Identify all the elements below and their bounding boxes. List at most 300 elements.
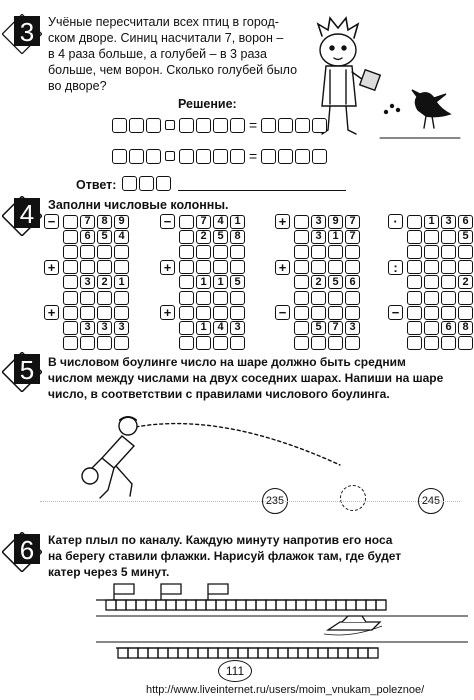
answer-cell[interactable]	[261, 118, 276, 133]
empty-digit-cell[interactable]	[213, 260, 228, 274]
empty-digit-cell[interactable]	[114, 260, 129, 274]
empty-digit-cell[interactable]	[441, 260, 456, 274]
column-row	[388, 214, 474, 229]
empty-digit-cell[interactable]	[80, 291, 95, 305]
empty-digit-cell[interactable]	[328, 306, 343, 320]
task-6-number: 6	[19, 535, 35, 565]
operator-sign: :	[388, 260, 403, 275]
column-row	[44, 336, 131, 351]
bank-cell	[146, 600, 156, 610]
empty-digit-cell[interactable]	[424, 260, 439, 274]
task-5-line: В числовом боулинге число на шаре должно быть средним	[48, 355, 406, 369]
task-6-line: на берегу ставили флажки. Нарисуй флажок там, где будет	[48, 549, 402, 563]
answer-cell[interactable]	[230, 118, 245, 133]
column-row	[160, 244, 247, 259]
task-3-line: в 4 раза больше, а голубей – в 3 раза	[48, 47, 267, 61]
digit-cell: 6	[441, 321, 456, 335]
bank-cell	[186, 600, 196, 610]
operator-spacer	[388, 320, 403, 335]
bank-cell	[336, 600, 346, 610]
bank-cell	[196, 600, 206, 610]
empty-digit-cell[interactable]	[80, 336, 95, 350]
digit-cell: 3	[311, 215, 326, 229]
operator-sign: −	[160, 214, 175, 229]
digit-cell: 8	[458, 321, 473, 335]
answer-cell[interactable]	[129, 118, 144, 133]
empty-digit-cell[interactable]	[407, 291, 422, 305]
digit-cell: 8	[97, 215, 112, 229]
number-column	[388, 214, 474, 351]
operator-sign: +	[275, 214, 290, 229]
answer-cell[interactable]	[146, 118, 161, 133]
empty-digit-cell[interactable]	[407, 215, 422, 229]
operator-sign: +	[44, 260, 59, 275]
empty-digit-cell[interactable]	[345, 306, 360, 320]
answer-cell[interactable]	[312, 118, 327, 133]
empty-digit-cell[interactable]	[294, 336, 309, 350]
empty-digit-cell[interactable]	[328, 260, 343, 274]
column-row	[160, 320, 247, 335]
answer-cell[interactable]	[196, 118, 211, 133]
digit-cell: 4	[114, 230, 129, 244]
bank-cell	[188, 648, 198, 658]
answer-cell[interactable]	[139, 176, 154, 191]
bank-cell	[118, 648, 128, 658]
empty-digit-cell[interactable]	[97, 336, 112, 350]
column-row	[44, 214, 131, 229]
digit-cell: 1	[213, 275, 228, 289]
digit-cell: 3	[114, 321, 129, 335]
empty-digit-cell[interactable]	[179, 291, 194, 305]
answer-cell[interactable]	[196, 149, 211, 164]
column-row	[388, 290, 474, 305]
empty-digit-cell[interactable]	[345, 260, 360, 274]
bank-cell	[228, 648, 238, 658]
digit-cell: 2	[458, 275, 473, 289]
bank-cell	[158, 648, 168, 658]
operator-spacer	[44, 229, 59, 244]
empty-digit-cell[interactable]	[179, 321, 194, 335]
empty-digit-cell[interactable]	[407, 336, 422, 350]
bank-cell	[246, 600, 256, 610]
answer-cell[interactable]	[122, 176, 137, 191]
operator-spacer	[388, 290, 403, 305]
empty-digit-cell[interactable]	[328, 291, 343, 305]
digit-cell: 1	[196, 275, 211, 289]
empty-digit-cell[interactable]	[63, 230, 78, 244]
task-6-line: катер через 5 минут.	[48, 565, 170, 579]
answer-cell[interactable]	[230, 149, 245, 164]
digit-cell: 6	[80, 230, 95, 244]
empty-digit-cell[interactable]	[213, 245, 228, 259]
empty-digit-cell[interactable]	[294, 306, 309, 320]
operator-spacer	[44, 290, 59, 305]
answer-cell[interactable]	[295, 118, 310, 133]
bank-cell	[156, 600, 166, 610]
task-3-number-badge	[2, 14, 42, 54]
empty-digit-cell[interactable]	[114, 245, 129, 259]
empty-digit-cell[interactable]	[196, 306, 211, 320]
operator-spacer	[44, 336, 59, 351]
column-row	[388, 336, 474, 351]
empty-digit-cell[interactable]	[407, 275, 422, 289]
digit-cell: 5	[458, 230, 473, 244]
operator-sign: −	[44, 214, 59, 229]
empty-digit-cell[interactable]	[407, 321, 422, 335]
empty-digit-cell[interactable]	[328, 336, 343, 350]
bank-cell	[268, 648, 278, 658]
answer-cell[interactable]	[295, 149, 310, 164]
operator-spacer	[275, 244, 290, 259]
bank-cell	[306, 600, 316, 610]
empty-digit-cell[interactable]	[345, 245, 360, 259]
empty-digit-cell[interactable]	[441, 245, 456, 259]
empty-digit-cell[interactable]	[407, 260, 422, 274]
answer-cell[interactable]	[179, 118, 194, 133]
task-5-line: число, в соответствии с правилами числового боулинга.	[48, 387, 390, 401]
digit-cell: 1	[230, 215, 245, 229]
operator-spacer	[160, 336, 175, 351]
empty-digit-cell[interactable]	[458, 306, 473, 320]
empty-digit-cell[interactable]	[407, 230, 422, 244]
empty-digit-cell[interactable]	[80, 245, 95, 259]
bank-cell	[208, 648, 218, 658]
digit-cell: 3	[80, 275, 95, 289]
empty-digit-cell[interactable]	[97, 260, 112, 274]
column-row	[388, 275, 474, 290]
column-row	[44, 229, 131, 244]
empty-digit-cell[interactable]	[63, 260, 78, 274]
empty-digit-cell[interactable]	[63, 215, 78, 229]
bank-cell	[328, 648, 338, 658]
bank-cell	[216, 600, 226, 610]
task-3-line: Учёные пересчитали всех птиц в город-	[48, 15, 279, 29]
digit-cell: 7	[345, 230, 360, 244]
solution-row-2[interactable]	[112, 148, 329, 164]
empty-digit-cell[interactable]	[114, 291, 129, 305]
bank-cell	[308, 648, 318, 658]
answer-cell[interactable]	[112, 118, 127, 133]
bowling-boy-illustration	[60, 410, 360, 505]
empty-digit-cell[interactable]	[458, 260, 473, 274]
empty-digit-cell[interactable]	[458, 336, 473, 350]
digit-cell: 5	[328, 275, 343, 289]
task-3-line: больше, чем ворон. Сколько голубей было	[48, 63, 298, 77]
column-row	[275, 320, 362, 335]
empty-digit-cell[interactable]	[213, 291, 228, 305]
answer-cell[interactable]	[278, 149, 293, 164]
digit-cell: 7	[80, 215, 95, 229]
column-row	[160, 260, 247, 275]
operator-sign: +	[160, 260, 175, 275]
operator-sign: −	[388, 305, 403, 320]
bank-cell	[276, 600, 286, 610]
operator-box[interactable]	[165, 151, 175, 161]
digit-cell: 3	[441, 215, 456, 229]
operator-sign: +	[44, 305, 59, 320]
empty-digit-cell[interactable]	[424, 321, 439, 335]
column-row	[388, 305, 474, 320]
operator-spacer	[160, 275, 175, 290]
empty-digit-cell[interactable]	[196, 245, 211, 259]
empty-digit-cell[interactable]	[63, 321, 78, 335]
bank-cell	[256, 600, 266, 610]
number-column	[160, 214, 247, 351]
empty-digit-cell[interactable]	[230, 306, 245, 320]
bank-cell	[358, 648, 368, 658]
empty-digit-cell[interactable]	[80, 306, 95, 320]
operator-sign: ·	[388, 214, 403, 229]
bowling-ball-missing[interactable]	[340, 485, 366, 511]
empty-digit-cell[interactable]	[311, 245, 326, 259]
empty-digit-cell[interactable]	[311, 306, 326, 320]
column-row	[160, 229, 247, 244]
empty-digit-cell[interactable]	[441, 230, 456, 244]
answer-cell[interactable]	[156, 176, 171, 191]
empty-digit-cell[interactable]	[230, 260, 245, 274]
bank-cell	[128, 648, 138, 658]
operator-spacer	[44, 320, 59, 335]
empty-digit-cell[interactable]	[114, 336, 129, 350]
task-5-line: числом между числами на двух соседних шарах. Напиши на шаре	[48, 371, 444, 385]
empty-digit-cell[interactable]	[97, 306, 112, 320]
bank-cell	[116, 600, 126, 610]
column-row	[44, 320, 131, 335]
answer-cell[interactable]	[129, 149, 144, 164]
bank-cell	[366, 600, 376, 610]
bank-cell	[356, 600, 366, 610]
task-4-number-badge	[2, 196, 42, 236]
empty-digit-cell[interactable]	[311, 336, 326, 350]
answer-cell[interactable]	[146, 149, 161, 164]
empty-digit-cell[interactable]	[424, 291, 439, 305]
answer-cell[interactable]	[112, 149, 127, 164]
digit-cell: 2	[311, 275, 326, 289]
digit-cell: 4	[213, 215, 228, 229]
digit-cell: 1	[114, 275, 129, 289]
digit-cell: 7	[345, 215, 360, 229]
empty-digit-cell[interactable]	[63, 245, 78, 259]
bank-cell	[338, 648, 348, 658]
answer-cell[interactable]	[261, 149, 276, 164]
empty-digit-cell[interactable]	[179, 215, 194, 229]
answer-label: Ответ:	[76, 178, 117, 192]
operator-spacer	[44, 275, 59, 290]
solution-row-1[interactable]	[112, 117, 329, 133]
empty-digit-cell[interactable]	[294, 291, 309, 305]
answer-line[interactable]	[178, 190, 346, 191]
equals-sign: =	[249, 117, 258, 133]
digit-cell: 3	[80, 321, 95, 335]
empty-digit-cell[interactable]	[213, 336, 228, 350]
empty-digit-cell[interactable]	[80, 260, 95, 274]
empty-digit-cell[interactable]	[294, 275, 309, 289]
answer-cell[interactable]	[213, 118, 228, 133]
equals-sign: =	[249, 148, 258, 164]
empty-digit-cell[interactable]	[345, 336, 360, 350]
bowling-ball-right: 245	[418, 488, 444, 514]
bank-cell	[136, 600, 146, 610]
column-row	[275, 214, 362, 229]
empty-digit-cell[interactable]	[328, 245, 343, 259]
bank-cell	[318, 648, 328, 658]
task-3-line: ском дворе. Синиц насчитали 7, ворон –	[48, 31, 284, 45]
answer-cell[interactable]	[213, 149, 228, 164]
digit-cell: 7	[196, 215, 211, 229]
empty-digit-cell[interactable]	[294, 245, 309, 259]
bank-cell	[178, 648, 188, 658]
answer-cell[interactable]	[179, 149, 194, 164]
empty-digit-cell[interactable]	[179, 306, 194, 320]
task-5-number-badge	[2, 352, 42, 392]
digit-cell: 1	[424, 215, 439, 229]
operator-sign: +	[160, 305, 175, 320]
digit-cell: 8	[230, 230, 245, 244]
task-5-number: 5	[19, 355, 35, 385]
empty-digit-cell[interactable]	[196, 260, 211, 274]
task-4-title: Заполни числовые колонны.	[48, 198, 229, 212]
operator-spacer	[388, 229, 403, 244]
column-row	[275, 244, 362, 259]
bank-cell	[278, 648, 288, 658]
digit-cell: 5	[97, 230, 112, 244]
operator-spacer	[275, 275, 290, 290]
digit-cell: 3	[311, 230, 326, 244]
empty-digit-cell[interactable]	[294, 215, 309, 229]
empty-digit-cell[interactable]	[407, 245, 422, 259]
digit-cell: 7	[328, 321, 343, 335]
empty-digit-cell[interactable]	[230, 291, 245, 305]
bank-cell	[266, 600, 276, 610]
empty-digit-cell[interactable]	[458, 291, 473, 305]
bowling-ball-left: 235	[262, 488, 288, 514]
task-3-number: 3	[19, 17, 35, 47]
empty-digit-cell[interactable]	[179, 245, 194, 259]
column-row	[388, 320, 474, 335]
task-3-line: во дворе?	[48, 79, 107, 93]
operator-sign: −	[275, 305, 290, 320]
empty-digit-cell[interactable]	[441, 275, 456, 289]
bank-cell	[166, 600, 176, 610]
digit-cell: 5	[230, 275, 245, 289]
digit-cell: 6	[458, 215, 473, 229]
canal-illustration[interactable]	[96, 580, 468, 660]
empty-digit-cell[interactable]	[179, 275, 194, 289]
operator-spacer	[275, 229, 290, 244]
solution-label: Решение:	[178, 97, 237, 111]
bank-cell	[238, 648, 248, 658]
digit-cell: 1	[328, 230, 343, 244]
number-column	[275, 214, 362, 351]
column-row	[275, 305, 362, 320]
digit-cell: 3	[230, 321, 245, 335]
column-row	[44, 244, 131, 259]
operator-spacer	[275, 290, 290, 305]
empty-digit-cell[interactable]	[345, 291, 360, 305]
empty-digit-cell[interactable]	[407, 306, 422, 320]
empty-digit-cell[interactable]	[311, 291, 326, 305]
empty-digit-cell[interactable]	[230, 336, 245, 350]
empty-digit-cell[interactable]	[441, 336, 456, 350]
bank-cell	[236, 600, 246, 610]
column-row	[388, 229, 474, 244]
answer-cell[interactable]	[278, 118, 293, 133]
empty-digit-cell[interactable]	[424, 306, 439, 320]
empty-digit-cell[interactable]	[458, 245, 473, 259]
operator-spacer	[388, 275, 403, 290]
empty-digit-cell[interactable]	[441, 306, 456, 320]
column-row	[160, 214, 247, 229]
empty-digit-cell[interactable]	[63, 306, 78, 320]
operator-sign: +	[275, 260, 290, 275]
empty-digit-cell[interactable]	[294, 230, 309, 244]
operator-spacer	[388, 244, 403, 259]
empty-digit-cell[interactable]	[179, 336, 194, 350]
column-row	[160, 305, 247, 320]
empty-digit-cell[interactable]	[63, 336, 78, 350]
empty-digit-cell[interactable]	[97, 291, 112, 305]
column-row	[275, 229, 362, 244]
bank-cell	[316, 600, 326, 610]
empty-digit-cell[interactable]	[441, 291, 456, 305]
column-row	[160, 290, 247, 305]
column-row	[275, 260, 362, 275]
empty-digit-cell[interactable]	[97, 245, 112, 259]
column-row	[275, 275, 362, 290]
bank-cell	[168, 648, 178, 658]
digit-cell: 9	[114, 215, 129, 229]
task-3-text	[48, 14, 297, 94]
empty-digit-cell[interactable]	[424, 275, 439, 289]
empty-digit-cell[interactable]	[196, 336, 211, 350]
bank-cell	[296, 600, 306, 610]
empty-digit-cell[interactable]	[230, 245, 245, 259]
number-column	[44, 214, 131, 351]
empty-digit-cell[interactable]	[213, 306, 228, 320]
digit-cell: 5	[213, 230, 228, 244]
empty-digit-cell[interactable]	[424, 245, 439, 259]
column-row	[44, 275, 131, 290]
operator-box[interactable]	[165, 120, 175, 130]
digit-cell: 3	[345, 321, 360, 335]
empty-digit-cell[interactable]	[196, 291, 211, 305]
bank-cell	[368, 648, 378, 658]
empty-digit-cell[interactable]	[63, 291, 78, 305]
empty-digit-cell[interactable]	[179, 230, 194, 244]
empty-digit-cell[interactable]	[179, 260, 194, 274]
empty-digit-cell[interactable]	[311, 260, 326, 274]
empty-digit-cell[interactable]	[63, 275, 78, 289]
footer-url[interactable]: http://www.liveinternet.ru/users/moim_vnukam_poleznoe/	[146, 684, 425, 696]
answer-cell[interactable]	[312, 149, 327, 164]
operator-spacer	[160, 290, 175, 305]
empty-digit-cell[interactable]	[114, 306, 129, 320]
operator-spacer	[44, 244, 59, 259]
bank-cell	[298, 648, 308, 658]
operator-spacer	[160, 320, 175, 335]
operator-spacer	[160, 244, 175, 259]
bank-cell	[286, 600, 296, 610]
operator-spacer	[275, 336, 290, 351]
empty-digit-cell[interactable]	[424, 336, 439, 350]
empty-digit-cell[interactable]	[294, 321, 309, 335]
empty-digit-cell[interactable]	[424, 230, 439, 244]
bank-cell	[326, 600, 336, 610]
empty-digit-cell[interactable]	[294, 260, 309, 274]
answer-cells[interactable]	[122, 176, 173, 191]
digit-cell: 1	[196, 321, 211, 335]
bank-cell	[126, 600, 136, 610]
